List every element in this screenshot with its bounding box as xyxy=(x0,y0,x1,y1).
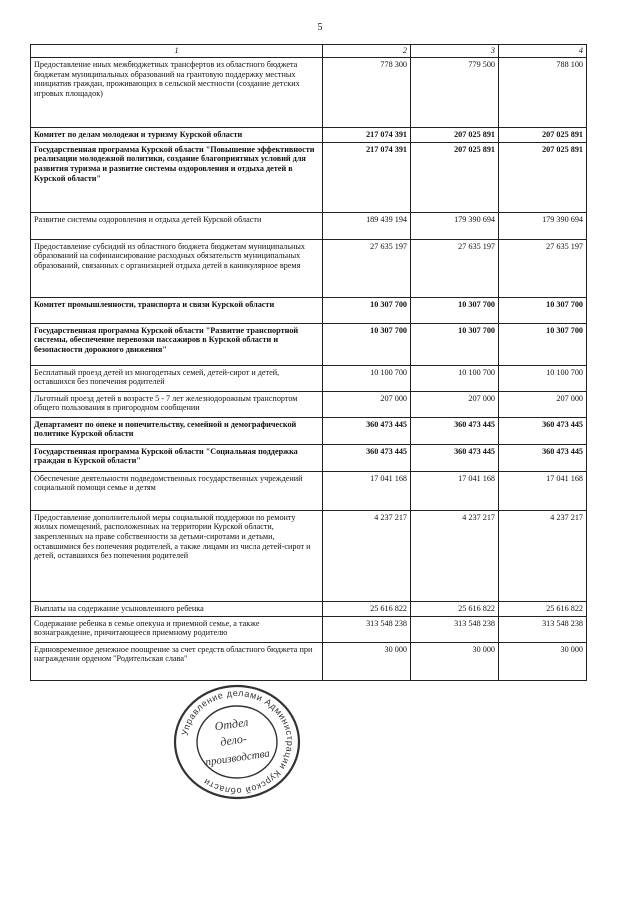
row-value-col3: 207 025 891 xyxy=(411,128,499,143)
row-value-col3: 27 635 197 xyxy=(411,239,499,297)
row-value-col4: 207 025 891 xyxy=(499,128,587,143)
row-value-col2: 17 041 168 xyxy=(323,471,411,510)
row-value-col2: 30 000 xyxy=(323,642,411,680)
row-value-col3: 10 307 700 xyxy=(411,297,499,323)
column-header: 3 xyxy=(411,45,499,58)
page-number: 5 xyxy=(317,22,323,33)
row-value-col3: 30 000 xyxy=(411,642,499,680)
row-description: Предоставление иных межбюджетных трансфертов из областного бюджета бюджетам муниципальных образований на грантовую поддержку местных инициатив граждан, проживающих в сельской местности (создание детских игровых площадок) xyxy=(31,58,323,128)
column-header: 1 xyxy=(31,45,323,58)
row-value-col2: 10 100 700 xyxy=(323,365,411,391)
row-description: Департамент по опеке и попечительству, семейной и демографической политике Курской области xyxy=(31,417,323,444)
row-description: Государственная программа Курской области "Социальная поддержка граждан в Курской области" xyxy=(31,444,323,471)
table-row xyxy=(31,642,587,680)
row-value-col3: 17 041 168 xyxy=(411,471,499,510)
row-value-col3: 360 473 445 xyxy=(411,417,499,444)
column-header: 4 xyxy=(499,45,587,58)
row-value-col4: 313 548 238 xyxy=(499,616,587,642)
row-value-col3: 25 616 822 xyxy=(411,601,499,616)
row-value-col4: 360 473 445 xyxy=(499,444,587,471)
row-value-col3: 313 548 238 xyxy=(411,616,499,642)
stamp-ring-text: Управление делами Администрации Курской области xyxy=(179,687,296,797)
row-description: Обеспечение деятельности подведомственных государственных учреждений социальной помощи семье и детям xyxy=(31,471,323,510)
row-value-col2: 217 074 391 xyxy=(323,142,411,212)
row-description: Льготный проезд детей в возрасте 5 - 7 лет железнодорожным транспортом общего пользования в пригородном сообщении xyxy=(31,391,323,417)
row-value-col4: 207 025 891 xyxy=(499,142,587,212)
stamp-line-2: дело- xyxy=(219,731,248,749)
row-value-col3: 360 473 445 xyxy=(411,444,499,471)
table-row xyxy=(31,616,587,642)
table-row xyxy=(31,444,587,471)
table-body xyxy=(31,58,587,681)
table-row xyxy=(31,417,587,444)
table-row xyxy=(31,391,587,417)
column-header: 2 xyxy=(323,45,411,58)
table-row xyxy=(31,510,587,601)
row-value-col4: 179 390 694 xyxy=(499,212,587,239)
row-value-col2: 4 237 217 xyxy=(323,510,411,601)
row-value-col2: 189 439 194 xyxy=(323,212,411,239)
stamp-line-3: производства xyxy=(204,747,271,769)
stamp xyxy=(172,683,302,801)
row-description: Предоставление субсидий из областного бюджета бюджетам муниципальных образований на софинансирование расходных обязательств муниципальных образований, связанных с организацией отдыха детей в каникулярное время xyxy=(31,239,323,297)
row-description: Бесплатный проезд детей из многодетных семей, детей-сирот и детей, оставшихся без попечения родителей xyxy=(31,365,323,391)
table-row xyxy=(31,142,587,212)
row-value-col3: 207 025 891 xyxy=(411,142,499,212)
table-row xyxy=(31,323,587,365)
row-description: Комитет промышленности, транспорта и связи Курской области xyxy=(31,297,323,323)
row-value-col2: 360 473 445 xyxy=(323,444,411,471)
table-row xyxy=(31,239,587,297)
row-description: Государственная программа Курской области "Повышение эффективности реализации молодежной политики, создание благоприятных условий для развития туризма и развитие системы оздоровления и отдыха детей в Курской области" xyxy=(31,142,323,212)
row-value-col4: 17 041 168 xyxy=(499,471,587,510)
table-row xyxy=(31,471,587,510)
row-value-col2: 27 635 197 xyxy=(323,239,411,297)
row-value-col4: 10 307 700 xyxy=(499,323,587,365)
table-row xyxy=(31,297,587,323)
row-value-col2: 217 074 391 xyxy=(323,128,411,143)
row-value-col4: 788 100 xyxy=(499,58,587,128)
row-value-col4: 27 635 197 xyxy=(499,239,587,297)
table-row xyxy=(31,212,587,239)
row-value-col2: 25 616 822 xyxy=(323,601,411,616)
row-value-col4: 360 473 445 xyxy=(499,417,587,444)
row-value-col3: 179 390 694 xyxy=(411,212,499,239)
row-value-col3: 779 500 xyxy=(411,58,499,128)
row-value-col2: 207 000 xyxy=(323,391,411,417)
row-value-col3: 10 100 700 xyxy=(411,365,499,391)
table-row xyxy=(31,128,587,143)
row-description: Выплаты на содержание усыновленного ребенка xyxy=(31,601,323,616)
row-value-col4: 207 000 xyxy=(499,391,587,417)
row-value-col3: 4 237 217 xyxy=(411,510,499,601)
row-value-col2: 10 307 700 xyxy=(323,323,411,365)
stamp-line-1: Отдел xyxy=(213,714,250,734)
row-value-col3: 207 000 xyxy=(411,391,499,417)
row-description: Комитет по делам молодежи и туризму Курской области xyxy=(31,128,323,143)
table-row xyxy=(31,58,587,128)
row-description: Предоставление дополнительной меры социальной поддержки по ремонту жилых помещений, расположенных на территории Курской области, закрепленных на праве собственности за детьми-сиротами и детьми, оставшимися без попечения родителей, а также лицами из числа детей-сирот и детей, оставшихся без попечения родителей xyxy=(31,510,323,601)
row-value-col4: 30 000 xyxy=(499,642,587,680)
row-value-col4: 10 100 700 xyxy=(499,365,587,391)
row-value-col2: 10 307 700 xyxy=(323,297,411,323)
table-row xyxy=(31,365,587,391)
row-value-col2: 313 548 238 xyxy=(323,616,411,642)
row-value-col3: 10 307 700 xyxy=(411,323,499,365)
row-value-col4: 10 307 700 xyxy=(499,297,587,323)
row-description: Развитие системы оздоровления и отдыха детей Курской области xyxy=(31,212,323,239)
table-row xyxy=(31,601,587,616)
row-description: Содержание ребенка в семье опекуна и приемной семье, а также вознаграждение, причитающееся приемному родителю xyxy=(31,616,323,642)
row-value-col4: 25 616 822 xyxy=(499,601,587,616)
row-value-col2: 778 300 xyxy=(323,58,411,128)
row-value-col2: 360 473 445 xyxy=(323,417,411,444)
header-row xyxy=(31,45,587,58)
row-description: Единовременное денежное поощрение за счет средств областного бюджета при награждении орденом "Родительская слава" xyxy=(31,642,323,680)
row-value-col4: 4 237 217 xyxy=(499,510,587,601)
budget-table xyxy=(30,44,587,681)
row-description: Государственная программа Курской области "Развитие транспортной системы, обеспечение перевозки пассажиров в Курской области и безопасности дорожного движения" xyxy=(31,323,323,365)
